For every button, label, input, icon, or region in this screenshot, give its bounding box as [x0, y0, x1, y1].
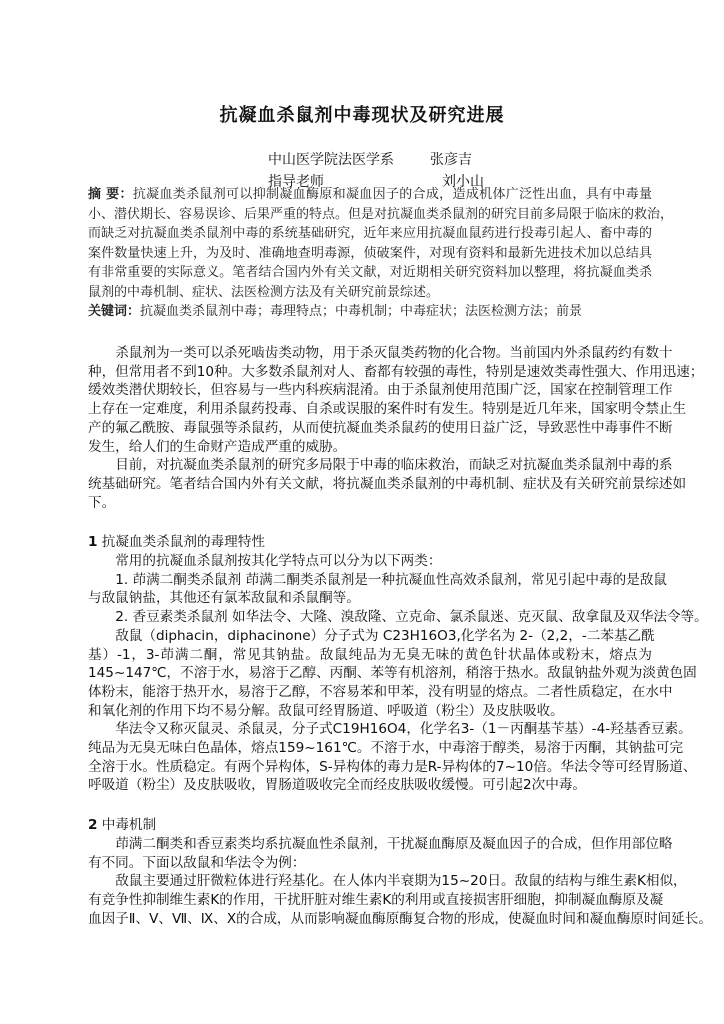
abstract-line: 案件数量快速上升，为及时、准确地查明毒源，侦破案件，对现有资料和最新先进技术加以总结具	[88, 245, 652, 261]
text-line: 杀鼠剂为一类可以杀死啮齿类动物，用于杀灭鼠类药物的化合物。当前国内外杀鼠药约有数十	[115, 345, 673, 361]
abstract	[88, 185, 674, 322]
advisor-name: 刘小山	[442, 174, 484, 190]
section-number: 2	[88, 817, 98, 834]
abstract-line: 有非常重要的实际意义。笔者结合国内外有关文献，对近期相关研究资料加以整理，将抗凝血类杀	[88, 265, 652, 280]
text-line: 下。	[88, 494, 116, 511]
paragraph	[88, 344, 704, 456]
abstract-line: 而缺乏对抗凝血类杀鼠剂中毒的系统基础研究，近年来应用抗凝血鼠药进行投毒引起人、畜中毒的	[88, 226, 652, 241]
text-line: 体粉末，能溶于热开水，易溶于乙醇，不容易苯和甲苯，没有明显的熔点。二者性质稳定，在水中	[88, 683, 673, 700]
keywords-label: 关键词：	[88, 304, 141, 319]
section-title: 中毒机制	[101, 817, 157, 834]
text-line: 缓效类潜伏期较长，但容易与一些内科疾病混淆。由于杀鼠剂使用范围广泛，国家在控制管理工作	[88, 382, 673, 399]
text-line: 和氧化剂的作用下均不易分解。敌鼠可经胃肠道、呼吸道（粉尘）及皮肤吸收。	[88, 702, 564, 719]
text-line: 血因子Ⅱ、Ⅴ、Ⅶ、Ⅸ、Ⅹ的合成，从而影响凝血酶原酶复合物的形成，使凝血时间和凝血酶原时间延长。	[88, 910, 712, 927]
text-line: 纯品为无臭无味白色晶体，熔点159~161℃。不溶于水，中毒溶于醇类，易溶于丙酮，其钠盐可完	[88, 740, 684, 757]
text-line: 敌鼠（diphacin，diphacinone）分子式为 C23H16O3,化学名为 2-（2,2，-二苯基乙酰	[115, 627, 655, 644]
text-line: 2. 香豆素类杀鼠剂 如华法令、大隆、溴敌隆、立克命、氯杀鼠迷、克灭鼠、敌拿鼠及双华法令等。	[115, 609, 708, 626]
text-line: 全溶于水。性质稳定。有两个异构体，S-异构体的毒力是R-异构体的7~10倍。华法令等可经胃肠道、	[88, 758, 697, 775]
text-line: 常用的抗凝血杀鼠剂按其化学特点可以分为以下两类：	[115, 553, 442, 570]
text-line: 统基础研究。笔者结合国内外有关文献，将抗凝血类杀鼠剂的中毒机制、症状及有关研究前景综述如	[88, 475, 687, 492]
paragraph	[88, 872, 712, 928]
text-line: 上存在一定难度，利用杀鼠药投毒、自杀或误服的案件时有发生。特别是近几年来，国家明令禁止生	[88, 401, 687, 418]
paragraph	[88, 835, 673, 872]
abstract-line: 小、潜伏期长、容易误诊、后果严重的特点。但是对抗凝血类杀鼠剂的研究目前多局限于临床的救治，	[88, 206, 674, 222]
text-line: 基）-1，3-茚满二酮，常见其钠盐。敌鼠纯品为无臭无味的黄色针状晶体或粉末，熔点为	[88, 646, 652, 663]
text-line: 1. 茚满二酮类杀鼠剂 茚满二酮类杀鼠剂是一种抗凝血性高效杀鼠剂，常见引起中毒的是敌鼠	[115, 571, 667, 588]
text-line: 145~147℃，不溶于水，易溶于乙醇、丙酮、苯等有机溶剂，稍溶于热水。敌鼠钠盐外观为淡黄色固	[88, 665, 697, 682]
text-line: 种，但常用者不到10种。大多数杀鼠剂对人、畜都有较强的毒性，特别是速效类毒性强大、作用迅速；	[88, 363, 704, 380]
section-heading	[88, 816, 652, 835]
text-line: 呼吸道（粉尘）及皮肤吸收，胃肠道吸收完全而经皮肤吸收缓慢。可引起2次中毒。	[88, 777, 587, 794]
author-name: 张彦吉	[430, 152, 472, 168]
paragraph	[88, 571, 667, 608]
text-line: 华法令又称灭鼠灵、杀鼠灵，分子式C19H16O4，化学名3-（1－丙酮基苄基）-4-羟基香豆素。	[115, 721, 692, 738]
paragraph	[88, 608, 708, 627]
text-line: 茚满二酮类和香豆素类均系抗凝血性杀鼠剂，干扰凝血酶原及凝血因子的合成，但作用部位略	[115, 835, 673, 852]
paragraph	[88, 456, 687, 512]
abstract-text: 抗凝血类杀鼠剂可以抑制凝血酶原和凝血因子的合成，造成机体广泛性出血，具有中毒量	[132, 187, 652, 202]
text-line: 有不同。下面以敌鼠和华法令为例：	[88, 854, 306, 871]
text-line: 敌鼠主要通过肝微粒体进行羟基化。在人体内半衰期为15~20日。敌鼠的结构与维生素K相似，	[115, 873, 687, 890]
paragraph	[88, 720, 697, 795]
body-text	[88, 344, 712, 928]
page-title: 抗凝血杀鼠剂中毒现状及研究进展	[219, 105, 505, 126]
text-line: 有竞争性抑制维生素K的作用，干扰肝脏对维生素K的利用或直接损害肝细胞，抑制凝血酶原及凝	[88, 891, 664, 908]
section-heading	[88, 533, 652, 552]
keywords-text: 抗凝血类杀鼠剂中毒；毒理特点；中毒机制；中毒症状；法医检测方法；前景	[140, 304, 583, 319]
text-line: 产的氟乙酰胺、毒鼠强等杀鼠药，从而使抗凝血类杀鼠药的使用日益广泛，导致恶性中毒事件不断	[88, 419, 673, 436]
paragraph	[88, 627, 697, 721]
author-affiliation: 中山医学院法医学系	[268, 152, 394, 168]
keywords	[88, 302, 652, 322]
abstract-label: 摘 要：	[88, 187, 133, 202]
abstract-line	[88, 185, 652, 205]
text-line: 发生，给人们的生命财产造成严重的威胁。	[88, 438, 347, 455]
text-line: 与敌鼠钠盐，其他还有氯苯敌鼠和杀鼠酮等。	[88, 590, 360, 607]
section-title: 抗凝血类杀鼠剂的毒理特性	[101, 534, 265, 551]
advisor-label: 指导老师	[268, 174, 324, 190]
section-number: 1	[88, 534, 98, 551]
abstract-line: 鼠剂的中毒机制、症状、法医检测方法及有关研究前景综述。	[88, 284, 440, 300]
paragraph	[88, 552, 652, 571]
text-line: 目前，对抗凝血类杀鼠剂的研究多局限于中毒的临床救治，而缺乏对抗凝血类杀鼠剂中毒的系	[115, 457, 673, 474]
